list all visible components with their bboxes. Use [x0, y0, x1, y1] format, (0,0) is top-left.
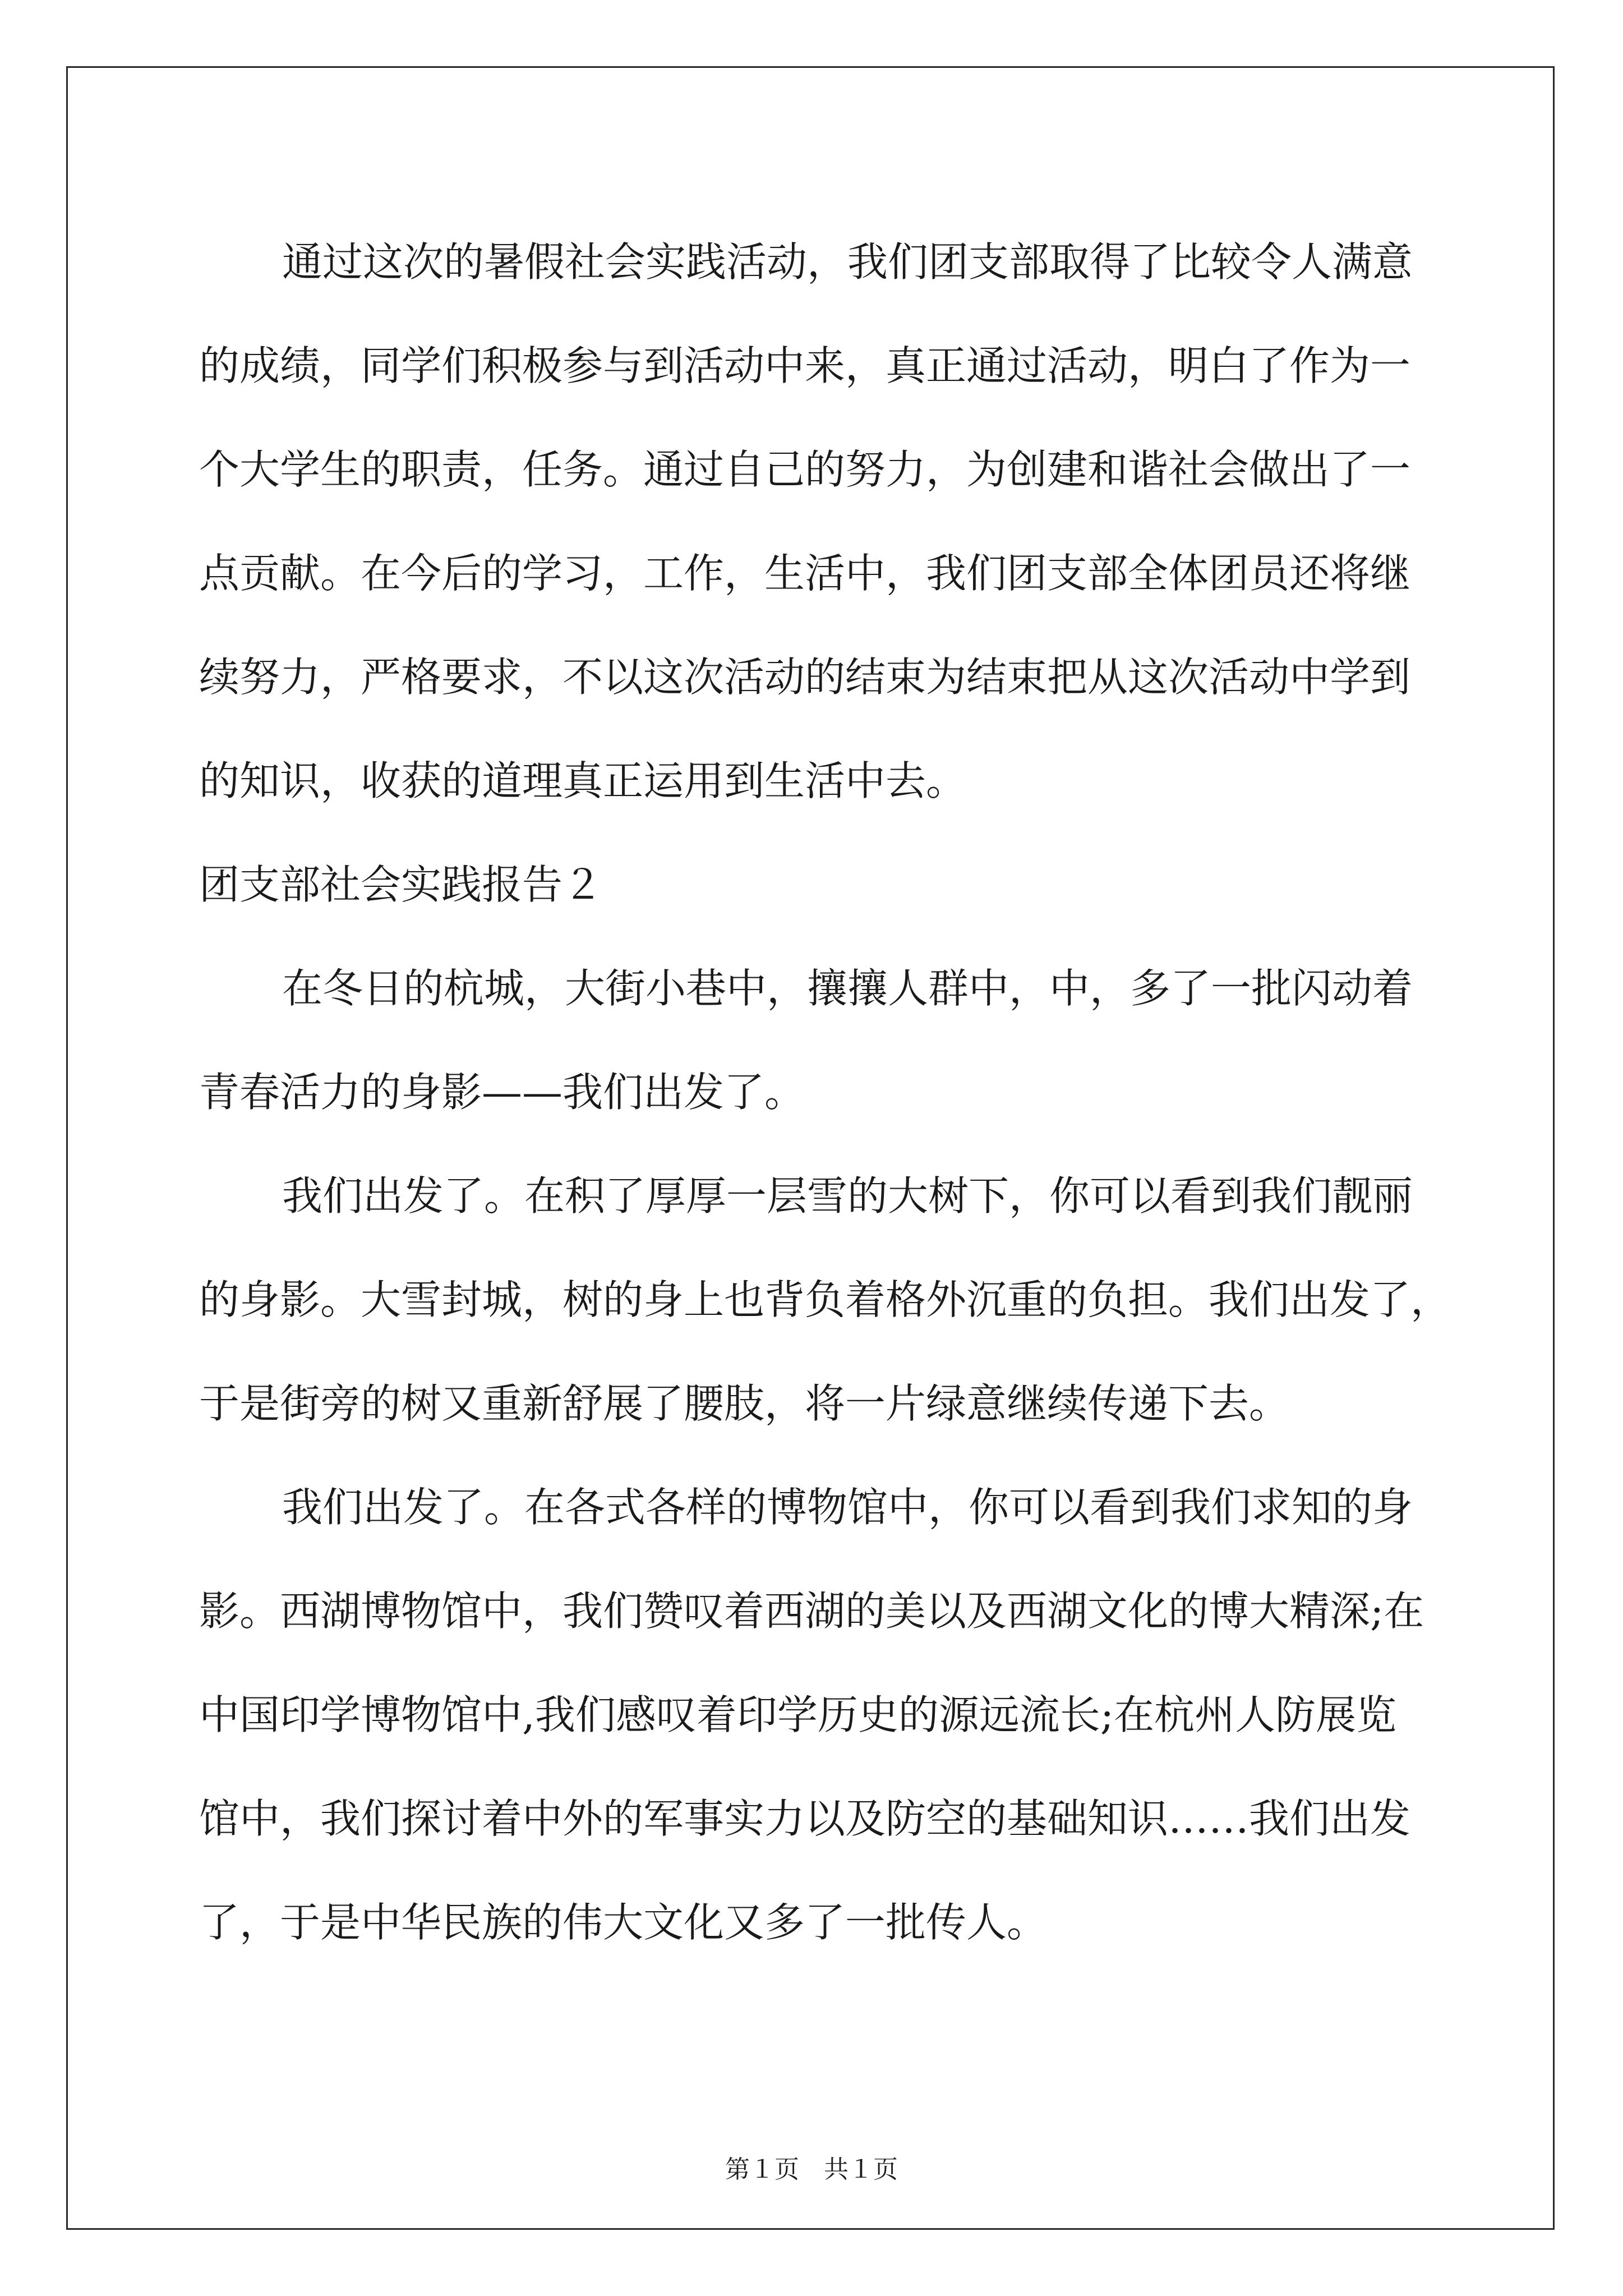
- paragraph-line: 在冬日的杭城，大街小巷中，攘攘人群中，中，多了一批闪动着: [282, 965, 1413, 1012]
- paragraph-line: 于是街旁的树又重新舒展了腰肢，将一片绿意继续传递下去。: [199, 1380, 1290, 1427]
- paragraph-line: 影。西湖博物馆中，我们赞叹着西湖的美以及西湖文化的博大精深;在: [199, 1588, 1424, 1635]
- paragraph-line: 续努力，严格要求，不以这次活动的结束为结束把从这次活动中学到: [199, 654, 1411, 701]
- paragraph-line: 个大学生的职责，任务。通过自己的努力，为创建和谐社会做出了一: [199, 446, 1411, 493]
- paragraph-line: 的身影。大雪封城，树的身上也背负着格外沉重的负担。我们出发了，: [199, 1276, 1451, 1323]
- paragraph-line: 了，于是中华民族的伟大文化又多了一批传人。: [199, 1899, 1048, 1946]
- paragraph-line: 我们出发了。在积了厚厚一层雪的大树下，你可以看到我们靓丽: [282, 1172, 1413, 1220]
- paragraph-line: 通过这次的暑假社会实践活动，我们团支部取得了比较令人满意: [282, 238, 1413, 286]
- paragraph-line: 的知识，收获的道理真正运用到生活中去。: [199, 757, 967, 804]
- paragraph-line: 点贡献。在今后的学习，工作，生活中，我们团支部全体团员还将继: [199, 550, 1411, 597]
- paragraph-line: 我们出发了。在各式各样的博物馆中，你可以看到我们求知的身: [282, 1484, 1413, 1531]
- section-heading: 团支部社会实践报告２: [199, 861, 603, 908]
- paragraph-line: 的成绩，同学们积极参与到活动中来，真正通过活动，明白了作为一: [199, 342, 1411, 389]
- paragraph-line: 青春活力的身影——我们出发了。: [199, 1069, 805, 1116]
- paragraph-line: 馆中，我们探讨着中外的军事实力以及防空的基础知识……我们出发: [199, 1795, 1411, 1842]
- paragraph-line: 中国印学博物馆中,我们感叹着印学历史的源远流长;在杭州人防展览: [199, 1691, 1397, 1738]
- page-footer: 第１页 共１页: [725, 2155, 898, 2184]
- document-body: [199, 210, 1451, 1975]
